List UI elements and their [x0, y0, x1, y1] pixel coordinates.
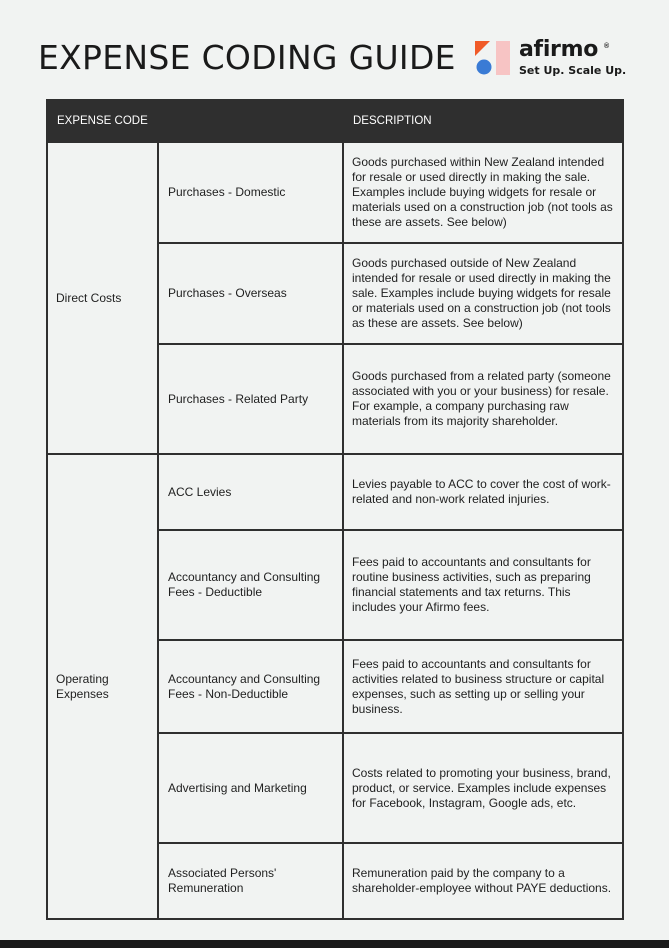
logo-tagline: Set Up. Scale Up. [519, 64, 627, 77]
bottom-bar [0, 940, 669, 948]
expense-code-cell: Advertising and Marketing [158, 733, 343, 843]
logo-pink-bar [496, 41, 510, 75]
afirmo-logo [475, 37, 627, 80]
table-row [47, 454, 623, 530]
expense-code-cell: Purchases - Overseas [158, 243, 343, 344]
description-cell: Fees paid to accountants and consultants for routine business activities, such as preparing financial statements and tax returns. This includes your Afirmo fees. [343, 530, 623, 640]
expense-code-cell: Purchases - Domestic [158, 142, 343, 243]
description-header: DESCRIPTION [343, 100, 623, 142]
expense-code-cell: Purchases - Related Party [158, 344, 343, 454]
logo-wordmark: afirmo [519, 37, 599, 62]
description-cell: Remuneration paid by the company to a shareholder-employee without PAYE deductions. [343, 843, 623, 919]
expense-code-cell: Associated Persons' Remuneration [158, 843, 343, 919]
expense-code-cell: ACC Levies [158, 454, 343, 530]
description-cell: Fees paid to accountants and consultants for activities related to business structure or capital expenses, such as setting up or selling your business. [343, 640, 623, 733]
expense-code-header: EXPENSE CODE [47, 100, 343, 142]
table-row [47, 142, 623, 243]
expense-code-cell: Accountancy and Consulting Fees - Non-Deductible [158, 640, 343, 733]
description-cell: Goods purchased outside of New Zealand intended for resale or used directly in making the sale. Examples include buying widgets for resale or materials used on a construction job (not tools as these are assets. See below) [343, 243, 623, 344]
expense-code-cell: Accountancy and Consulting Fees - Deductible [158, 530, 343, 640]
logo-blue-circle [477, 60, 492, 75]
description-cell: Goods purchased within New Zealand intended for resale or used directly in making the sale. Examples include buying widgets for resale or materials used on a construction job (not tools as these are assets. See below) [343, 142, 623, 243]
page-title: EXPENSE CODING GUIDE [38, 38, 456, 77]
afirmo-logo-mark-icon [475, 40, 515, 76]
description-cell: Levies payable to ACC to cover the cost of work-related and non-work related injuries. [343, 454, 623, 530]
category-operating-expenses: Operating Expenses [47, 454, 158, 919]
logo-registered-mark: ® [604, 43, 610, 50]
expense-coding-table [46, 99, 624, 920]
description-cell: Goods purchased from a related party (someone associated with you or your business) for resale. For example, a company purchasing raw materials from its majority shareholder. [343, 344, 623, 454]
category-direct-costs: Direct Costs [47, 142, 158, 454]
description-cell: Costs related to promoting your business, brand, product, or service. Examples include expenses for Facebook, Instagram, Google ads, etc. [343, 733, 623, 843]
table-header-row [47, 100, 623, 142]
logo-orange-triangle [475, 41, 490, 56]
